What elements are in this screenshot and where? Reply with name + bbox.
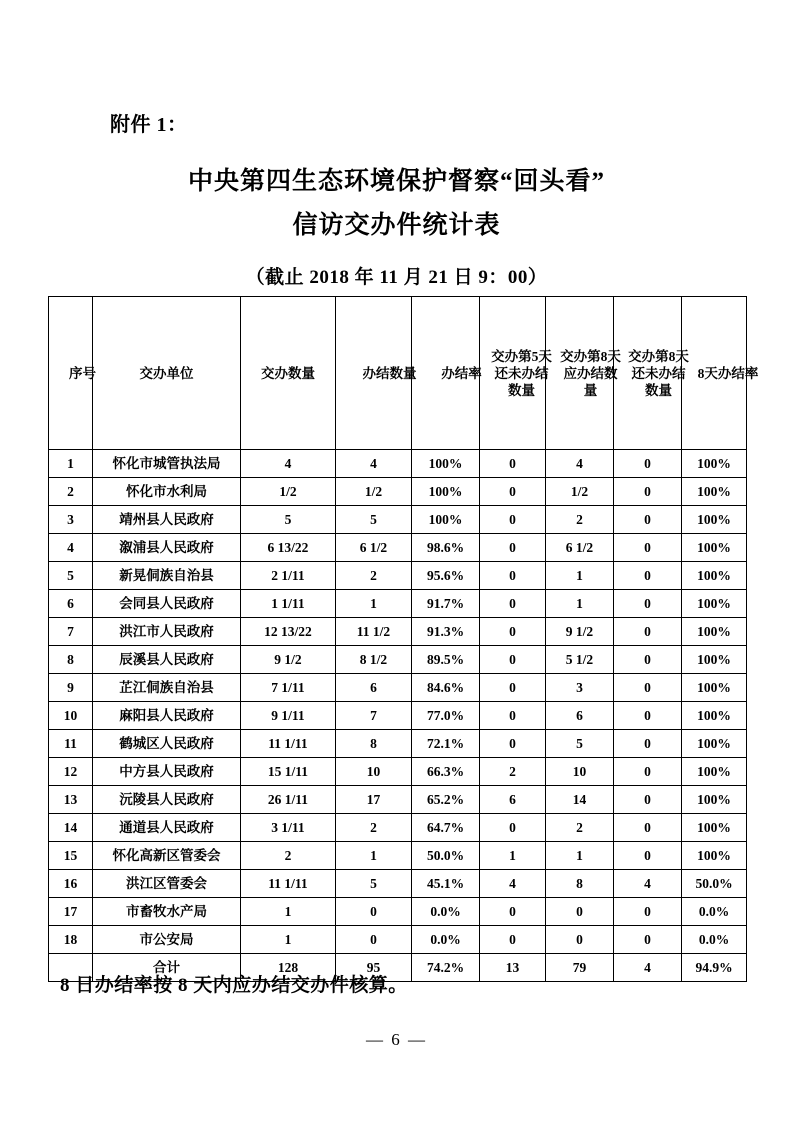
cell-due8: 5 1/2	[546, 646, 614, 674]
cell-rate: 64.7%	[412, 814, 480, 842]
cell-unfinished5: 0	[480, 562, 546, 590]
table-row	[49, 786, 747, 814]
cell-unfinished8: 0	[614, 646, 682, 674]
cell-done: 7	[336, 702, 412, 730]
cell-unfinished5: 0	[480, 926, 546, 954]
cell-unfinished5: 0	[480, 478, 546, 506]
cell-seq: 1	[49, 450, 93, 478]
cell-rate: 100%	[412, 450, 480, 478]
column-header-unfinished8-label: 交办第8天还未办结数量	[628, 348, 689, 398]
cell-done: 5	[336, 870, 412, 898]
cell-rate8: 100%	[682, 814, 747, 842]
cell-assigned: 4	[241, 450, 336, 478]
page-number: — 6 —	[366, 1030, 427, 1049]
cell-unit: 鹤城区人民政府	[93, 730, 241, 758]
total-cell-due8: 79	[546, 954, 614, 982]
cell-unfinished8: 0	[614, 590, 682, 618]
column-header-due8-label: 交办第8天应办结数量	[560, 348, 621, 398]
cell-rate8: 100%	[682, 506, 747, 534]
cell-unfinished5: 4	[480, 870, 546, 898]
cell-assigned: 12 13/22	[241, 618, 336, 646]
cell-done: 0	[336, 898, 412, 926]
cell-rate: 89.5%	[412, 646, 480, 674]
total-cell-rate: 74.2%	[412, 954, 480, 982]
cell-unit: 溆浦县人民政府	[93, 534, 241, 562]
cell-rate: 66.3%	[412, 758, 480, 786]
cell-seq: 17	[49, 898, 93, 926]
cell-due8: 9 1/2	[546, 618, 614, 646]
cell-unfinished8: 0	[614, 534, 682, 562]
cell-rate: 95.6%	[412, 562, 480, 590]
cell-unit: 沅陵县人民政府	[93, 786, 241, 814]
cell-unit: 通道县人民政府	[93, 814, 241, 842]
cell-rate8: 100%	[682, 618, 747, 646]
table-row	[49, 590, 747, 618]
cell-rate: 84.6%	[412, 674, 480, 702]
cell-unit: 麻阳县人民政府	[93, 702, 241, 730]
cell-assigned: 1	[241, 898, 336, 926]
cell-done: 1	[336, 590, 412, 618]
cell-due8: 14	[546, 786, 614, 814]
cell-due8: 8	[546, 870, 614, 898]
table-row	[49, 534, 747, 562]
cell-unit: 中方县人民政府	[93, 758, 241, 786]
title-line-2: 信访交办件统计表	[292, 212, 501, 239]
column-header-due8	[546, 297, 621, 450]
table-row	[49, 618, 747, 646]
cell-unfinished8: 0	[614, 814, 682, 842]
total-cell-unfinished8: 4	[614, 954, 682, 982]
cell-unfinished5: 0	[480, 898, 546, 926]
table-row	[49, 702, 747, 730]
total-cell-unfinished5: 13	[480, 954, 546, 982]
table-row	[49, 814, 747, 842]
cell-done: 8 1/2	[336, 646, 412, 674]
cell-due8: 1	[546, 842, 614, 870]
cell-seq: 13	[49, 786, 93, 814]
cell-rate: 0.0%	[412, 898, 480, 926]
cell-due8: 0	[546, 898, 614, 926]
cell-done: 5	[336, 506, 412, 534]
cell-unfinished5: 0	[480, 618, 546, 646]
cell-unit: 怀化市水利局	[93, 478, 241, 506]
cell-unit: 会同县人民政府	[93, 590, 241, 618]
cell-assigned: 7 1/11	[241, 674, 336, 702]
page-title	[0, 160, 793, 248]
cell-rate: 77.0%	[412, 702, 480, 730]
cell-done: 1/2	[336, 478, 412, 506]
cell-unfinished5: 0	[480, 534, 546, 562]
cell-unfinished8: 0	[614, 842, 682, 870]
table-body	[49, 450, 747, 982]
cell-unfinished5: 0	[480, 702, 546, 730]
cell-seq: 3	[49, 506, 93, 534]
total-cell-done: 95	[336, 954, 412, 982]
cell-unfinished5: 0	[480, 814, 546, 842]
document-subtitle: （截止 2018 年 11 月 21 日 9：00）	[245, 267, 548, 288]
cell-assigned: 9 1/11	[241, 702, 336, 730]
cell-due8: 10	[546, 758, 614, 786]
column-header-done	[336, 297, 417, 450]
column-header-unfinished8	[614, 297, 689, 450]
cell-seq: 11	[49, 730, 93, 758]
table-row	[49, 506, 747, 534]
column-header-seq-label: 序号	[69, 365, 96, 381]
cell-due8: 2	[546, 506, 614, 534]
table-row	[49, 870, 747, 898]
cell-rate8: 0.0%	[682, 898, 747, 926]
table-row	[49, 450, 747, 478]
cell-unfinished8: 0	[614, 506, 682, 534]
column-header-rate8	[682, 297, 759, 450]
cell-done: 6 1/2	[336, 534, 412, 562]
cell-rate8: 100%	[682, 674, 747, 702]
cell-unfinished8: 0	[614, 926, 682, 954]
cell-seq: 8	[49, 646, 93, 674]
cell-unit: 怀化市城管执法局	[93, 450, 241, 478]
cell-seq: 16	[49, 870, 93, 898]
title-line-1: 中央第四生态环境保护督察“回头看”	[187, 168, 605, 195]
cell-seq: 12	[49, 758, 93, 786]
cell-unit: 洪江区管委会	[93, 870, 241, 898]
cell-assigned: 2 1/11	[241, 562, 336, 590]
cell-seq: 5	[49, 562, 93, 590]
cell-rate: 98.6%	[412, 534, 480, 562]
cell-rate: 100%	[412, 478, 480, 506]
table-row	[49, 478, 747, 506]
column-header-unfinished5-label: 交办第5天还未办结数量	[491, 348, 552, 398]
cell-due8: 6 1/2	[546, 534, 614, 562]
cell-unfinished8: 0	[614, 618, 682, 646]
cell-seq: 15	[49, 842, 93, 870]
column-header-unit: 交办单位	[93, 297, 241, 450]
column-header-seq	[49, 297, 96, 450]
cell-rate8: 50.0%	[682, 870, 747, 898]
cell-rate: 72.1%	[412, 730, 480, 758]
cell-unfinished5: 1	[480, 842, 546, 870]
cell-done: 0	[336, 926, 412, 954]
cell-due8: 1	[546, 590, 614, 618]
cell-assigned: 3 1/11	[241, 814, 336, 842]
cell-due8: 1/2	[546, 478, 614, 506]
column-header-unfinished5	[480, 297, 552, 450]
cell-unfinished8: 0	[614, 478, 682, 506]
cell-assigned: 15 1/11	[241, 758, 336, 786]
cell-unfinished8: 0	[614, 562, 682, 590]
cell-due8: 0	[546, 926, 614, 954]
cell-assigned: 9 1/2	[241, 646, 336, 674]
cell-done: 6	[336, 674, 412, 702]
cell-due8: 1	[546, 562, 614, 590]
cell-unit: 靖州县人民政府	[93, 506, 241, 534]
cell-unit: 市公安局	[93, 926, 241, 954]
cell-unit: 市畜牧水产局	[93, 898, 241, 926]
column-header-rate	[412, 297, 480, 450]
cell-seq: 14	[49, 814, 93, 842]
column-header-rate-label: 办结率	[441, 365, 482, 381]
cell-assigned: 1	[241, 926, 336, 954]
cell-done: 2	[336, 562, 412, 590]
cell-unfinished5: 0	[480, 450, 546, 478]
cell-unit: 芷江侗族自治县	[93, 674, 241, 702]
cell-done: 4	[336, 450, 412, 478]
cell-done: 10	[336, 758, 412, 786]
cell-assigned: 1/2	[241, 478, 336, 506]
table-row	[49, 926, 747, 954]
cell-seq: 7	[49, 618, 93, 646]
cell-rate8: 100%	[682, 646, 747, 674]
table-row	[49, 562, 747, 590]
cell-assigned: 5	[241, 506, 336, 534]
cell-done: 8	[336, 730, 412, 758]
cell-assigned: 6 13/22	[241, 534, 336, 562]
cell-rate8: 100%	[682, 534, 747, 562]
cell-assigned: 1 1/11	[241, 590, 336, 618]
table-row	[49, 898, 747, 926]
cell-rate8: 100%	[682, 450, 747, 478]
total-cell-rate8: 94.9%	[682, 954, 747, 982]
cell-unfinished8: 0	[614, 898, 682, 926]
table-row	[49, 758, 747, 786]
cell-unfinished8: 4	[614, 870, 682, 898]
cell-due8: 5	[546, 730, 614, 758]
cell-seq: 18	[49, 926, 93, 954]
table-header-row	[49, 297, 747, 450]
cell-done: 11 1/2	[336, 618, 412, 646]
cell-assigned: 11 1/11	[241, 730, 336, 758]
cell-due8: 3	[546, 674, 614, 702]
table-row	[49, 674, 747, 702]
cell-unfinished8: 0	[614, 450, 682, 478]
statistics-table	[48, 296, 759, 982]
cell-seq: 2	[49, 478, 93, 506]
cell-rate8: 100%	[682, 590, 747, 618]
cell-rate: 0.0%	[412, 926, 480, 954]
cell-rate8: 100%	[682, 478, 747, 506]
cell-rate: 45.1%	[412, 870, 480, 898]
total-cell-label: 合计	[93, 954, 241, 982]
cell-unfinished5: 0	[480, 506, 546, 534]
cell-assigned: 26 1/11	[241, 786, 336, 814]
cell-seq: 10	[49, 702, 93, 730]
cell-unit: 怀化高新区管委会	[93, 842, 241, 870]
cell-rate8: 100%	[682, 842, 747, 870]
cell-done: 1	[336, 842, 412, 870]
total-cell-assigned: 128	[241, 954, 336, 982]
cell-due8: 4	[546, 450, 614, 478]
cell-rate8: 100%	[682, 758, 747, 786]
cell-due8: 6	[546, 702, 614, 730]
cell-rate8: 100%	[682, 730, 747, 758]
cell-assigned: 11 1/11	[241, 870, 336, 898]
cell-unit: 辰溪县人民政府	[93, 646, 241, 674]
cell-rate: 91.3%	[412, 618, 480, 646]
cell-done: 2	[336, 814, 412, 842]
cell-rate8: 0.0%	[682, 926, 747, 954]
cell-unfinished5: 6	[480, 786, 546, 814]
footnote: 8 日办结率按 8 天内应办结交办件核算。	[60, 975, 408, 996]
table-row	[49, 842, 747, 870]
cell-unfinished5: 0	[480, 730, 546, 758]
cell-unfinished8: 0	[614, 786, 682, 814]
cell-unit: 洪江市人民政府	[93, 618, 241, 646]
cell-rate: 91.7%	[412, 590, 480, 618]
column-header-assigned: 交办数量	[241, 297, 336, 450]
cell-rate: 50.0%	[412, 842, 480, 870]
cell-seq: 6	[49, 590, 93, 618]
cell-due8: 2	[546, 814, 614, 842]
cell-seq: 9	[49, 674, 93, 702]
cell-rate: 100%	[412, 506, 480, 534]
cell-done: 17	[336, 786, 412, 814]
cell-unfinished5: 0	[480, 646, 546, 674]
cell-unfinished5: 0	[480, 590, 546, 618]
cell-unfinished8: 0	[614, 758, 682, 786]
cell-unfinished8: 0	[614, 702, 682, 730]
attachment-label: 附件 1：	[110, 114, 188, 136]
cell-rate8: 100%	[682, 562, 747, 590]
cell-rate8: 100%	[682, 786, 747, 814]
cell-unfinished8: 0	[614, 730, 682, 758]
table-row	[49, 646, 747, 674]
cell-assigned: 2	[241, 842, 336, 870]
cell-rate8: 100%	[682, 702, 747, 730]
table-row	[49, 730, 747, 758]
column-header-done-label: 办结数量	[362, 365, 417, 381]
column-header-rate8-label: 8天办结率	[697, 365, 759, 381]
cell-unfinished5: 0	[480, 674, 546, 702]
table-header	[49, 297, 759, 450]
cell-seq: 4	[49, 534, 93, 562]
cell-unfinished5: 2	[480, 758, 546, 786]
cell-rate: 65.2%	[412, 786, 480, 814]
cell-unfinished8: 0	[614, 674, 682, 702]
cell-unit: 新晃侗族自治县	[93, 562, 241, 590]
